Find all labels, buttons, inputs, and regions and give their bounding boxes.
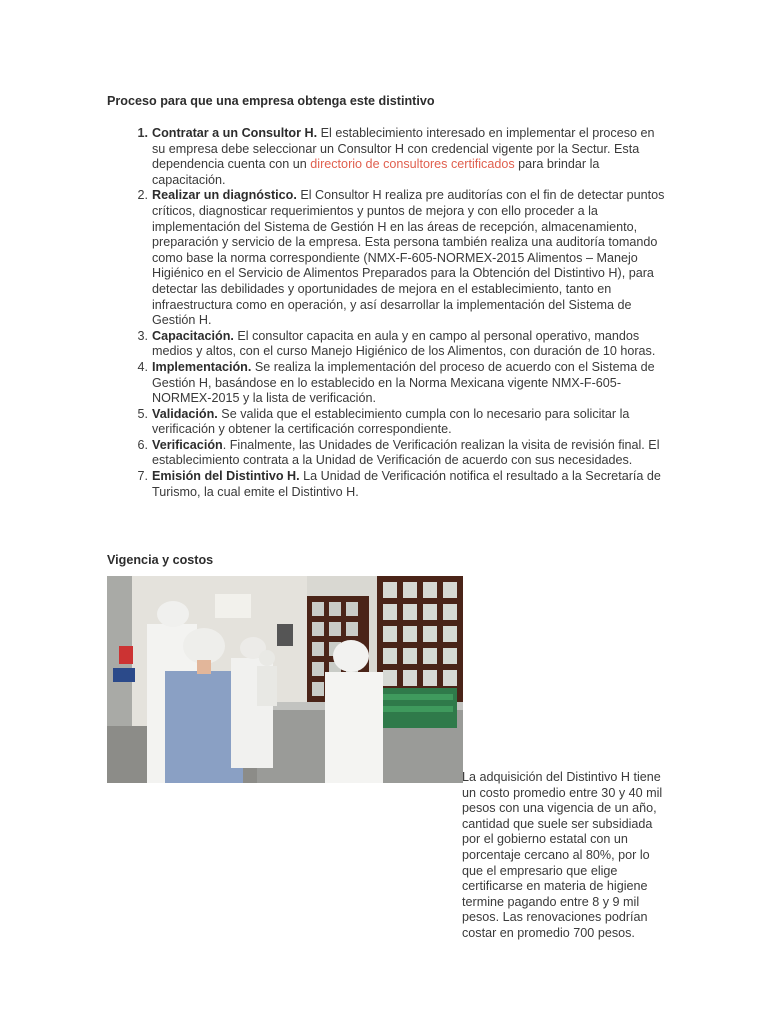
step-term: Contratar a un Consultor H. — [152, 126, 318, 140]
list-number: 2. — [137, 188, 148, 203]
step-text: El establecimiento interesado en implementar el proceso en su empresa debe seleccionar un Consultor H con credencial vigente por la Sectur. Esta dependencia cuenta con un — [152, 126, 655, 172]
list-number: 4. — [137, 359, 148, 374]
list-item — [137, 188, 667, 328]
step-term: Emisión del Distintivo H. — [152, 469, 300, 484]
section-heading-vigencia: Vigencia y costos — [107, 553, 214, 567]
step-text: para brindar la capacitación. — [152, 157, 600, 187]
step-text: El consultor capacita en aula y en campo al personal operativo, mandos medios y altos, con el curso Manejo Higiénico de los Alimentos, con duración de 10 horas. — [152, 328, 656, 359]
list-item — [137, 328, 667, 360]
list-item — [137, 359, 667, 407]
step-text: El Consultor H realiza pre auditorías con el fin de detectar puntos críticos, diagnosticar requerimientos y puntos de mejora y con ello proceder a la implementación del Sistema de Gestión H en las áreas de recepción, almacenamiento, preparación y servicio de la empresa. Esta persona también realiza una auditoría tomando como base la norma correspondiente (NMX-F-605-NORMEX-2015 Alimentos – Manejo Higiénico en el Servicio de Alimentos Preparados para la Obtención del Distintivo H), para detectar las debilidades y oportunidades de mejora en el establecimiento, tanto en infraestructura como en operación, y así desarrollar la implementación del Sistema de Gestión H. — [152, 188, 665, 328]
section-heading-proceso: Proceso para que una empresa obtenga este distintivo — [107, 94, 435, 108]
list-item — [137, 437, 667, 469]
step-term: Capacitación. — [152, 328, 234, 343]
list-number: 3. — [137, 328, 148, 343]
steps-list — [107, 126, 667, 500]
step-term: Implementación. — [152, 359, 252, 374]
list-number: 1. — [137, 126, 148, 140]
list-number: 6. — [137, 437, 148, 452]
consultores-directory-link[interactable]: directorio de consultores certificados — [310, 157, 515, 172]
step-term: Verificación — [152, 437, 223, 452]
list-item — [137, 469, 667, 500]
step-term: Validación. — [152, 406, 218, 421]
list-item — [137, 126, 667, 188]
step-term: Realizar un diagnóstico. — [152, 188, 297, 203]
step-text: Se valida que el establecimiento cumpla con lo necesario para solicitar la verificación y obtener la certificación correspondiente. — [152, 406, 630, 437]
step-text: . Finalmente, las Unidades de Verificación realizan la visita de revisión final. El establecimiento contrata a la Unidad de Verificación de acuerdo con sus necesidades. — [152, 437, 660, 468]
costs-text: La adquisición del Distintivo H tiene un costo promedio entre 30 y 40 mil pesos con una vigencia de un año, cantidad que suele ser subsidiada por el gobierno estatal con un porcentaje cercano al 80%, por lo que el empresario que elige certificarse en materia de higiene termine pagando entre 8 y 9 mil pesos. Las renovaciones podrían costar en promedio 700 pesos. — [462, 770, 663, 940]
list-item — [137, 406, 667, 438]
step-text: Se realiza la implementación del proceso de acuerdo con el Sistema de Gestión H, basándose en lo establecido en la Norma Mexicana vigente NMX-F-605-NORMEX-2015 y la lista de verificación. — [152, 359, 655, 406]
kitchen-staff-photo — [107, 576, 463, 783]
step-text: La Unidad de Verificación notifica el resultado a la Secretaría de Turismo, la cual emite el Distintivo H. — [152, 469, 661, 499]
list-number: 5. — [137, 406, 148, 421]
costs-paragraph — [107, 770, 667, 942]
list-number: 7. — [137, 469, 148, 484]
